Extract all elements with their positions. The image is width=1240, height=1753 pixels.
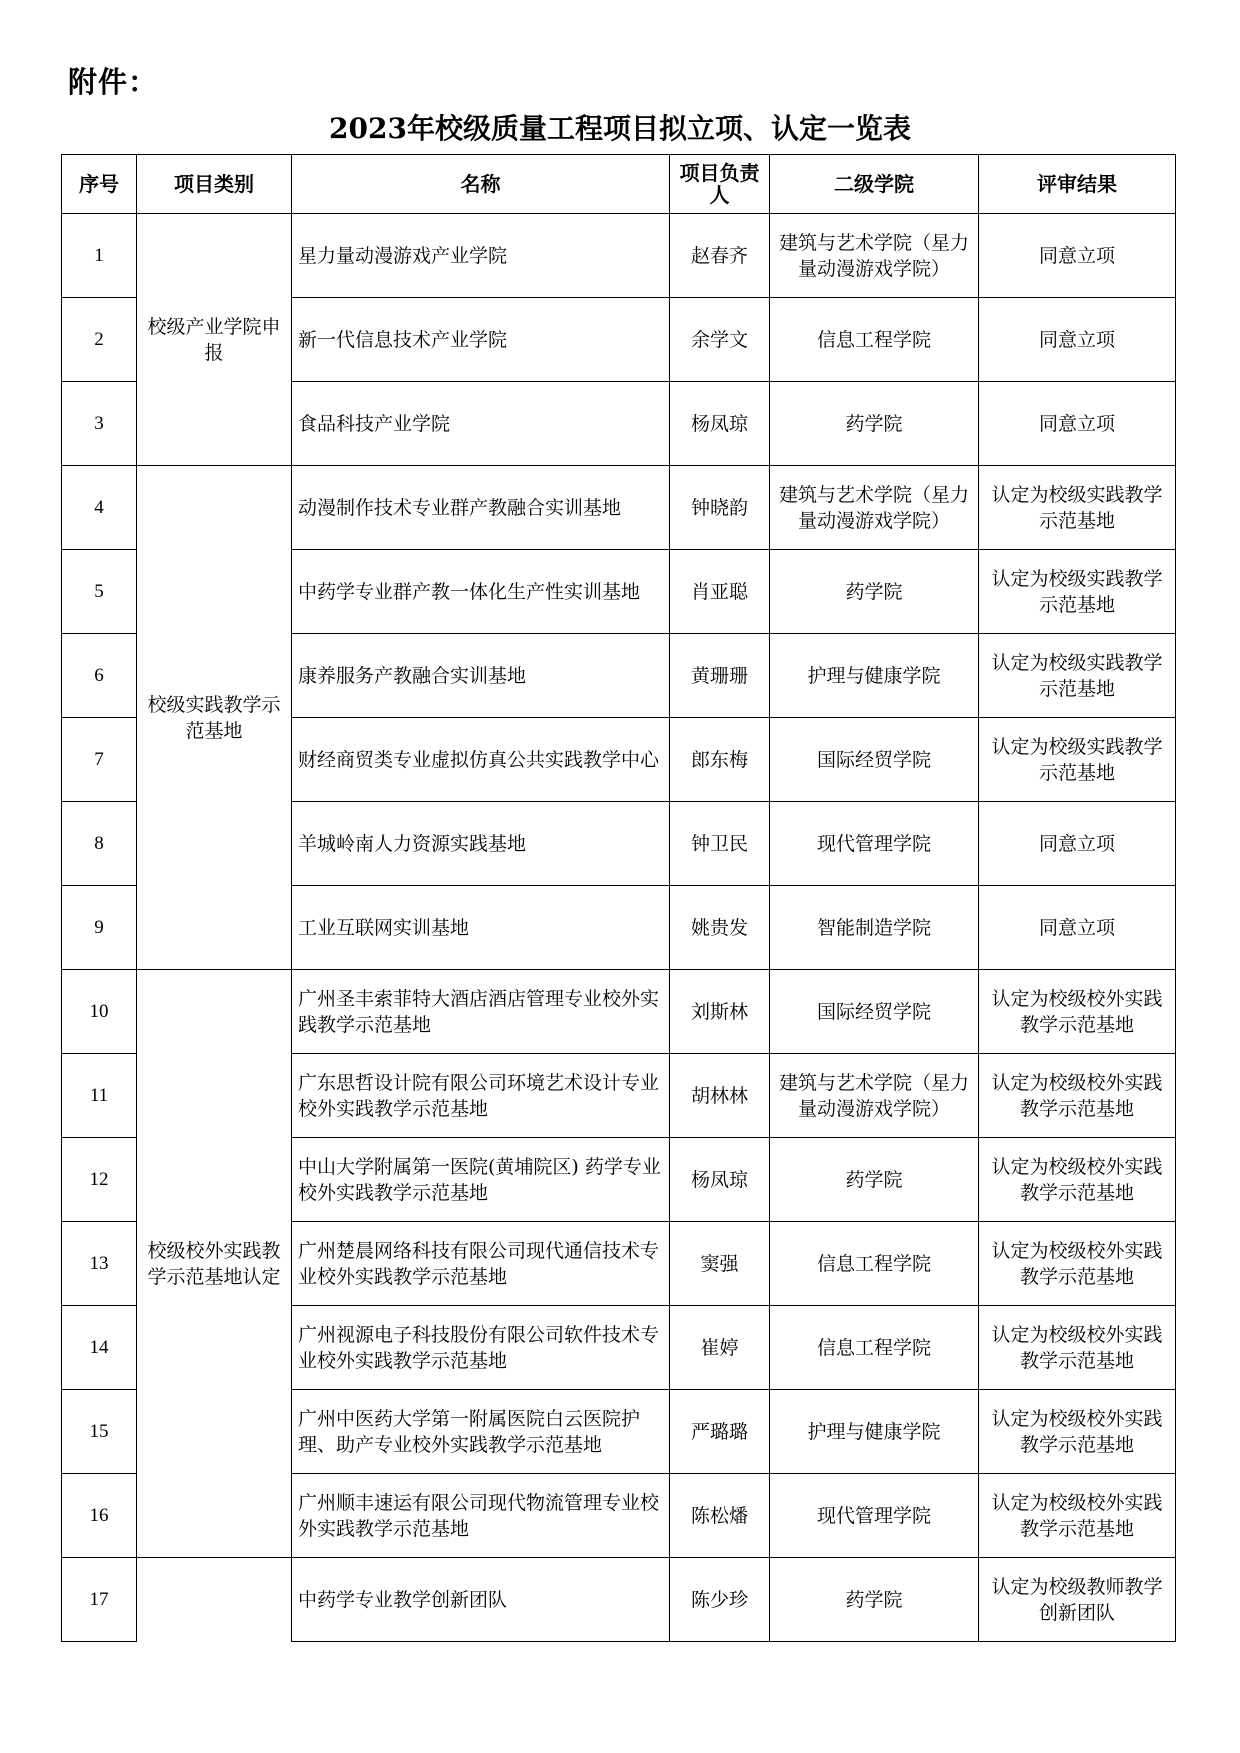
project-table-container xyxy=(61,154,1176,1642)
row-seq: 17 xyxy=(62,1558,137,1642)
row-name: 星力量动漫游戏产业学院 xyxy=(292,214,670,298)
row-seq: 8 xyxy=(62,802,137,886)
attachment-label: 附件： xyxy=(68,65,159,99)
row-name: 康养服务产教融合实训基地 xyxy=(292,634,670,718)
row-college: 药学院 xyxy=(770,1558,979,1642)
row-name: 广州中医药大学第一附属医院白云医院护理、助产专业校外实践教学示范基地 xyxy=(292,1390,670,1474)
row-college: 护理与健康学院 xyxy=(770,1390,979,1474)
document-title: 2023年校级质量工程项目拟立项、认定一览表 xyxy=(329,112,911,145)
row-seq: 15 xyxy=(62,1390,137,1474)
row-result: 同意立项 xyxy=(979,802,1176,886)
row-result: 认定为校级校外实践教学示范基地 xyxy=(979,1390,1176,1474)
table-header-row xyxy=(62,155,1176,214)
row-college: 国际经贸学院 xyxy=(770,970,979,1054)
row-name: 广州圣丰索菲特大酒店酒店管理专业校外实践教学示范基地 xyxy=(292,970,670,1054)
column-header-college: 二级学院 xyxy=(770,155,979,214)
row-leader: 陈松燔 xyxy=(670,1474,770,1558)
row-seq: 16 xyxy=(62,1474,137,1558)
row-category xyxy=(137,1558,292,1642)
row-seq: 7 xyxy=(62,718,137,802)
row-name: 动漫制作技术专业群产教融合实训基地 xyxy=(292,466,670,550)
row-seq: 5 xyxy=(62,550,137,634)
row-seq: 12 xyxy=(62,1138,137,1222)
row-name: 广东思哲设计院有限公司环境艺术设计专业校外实践教学示范基地 xyxy=(292,1054,670,1138)
row-leader: 赵春齐 xyxy=(670,214,770,298)
row-seq: 13 xyxy=(62,1222,137,1306)
row-leader: 严璐璐 xyxy=(670,1390,770,1474)
row-name: 广州顺丰速运有限公司现代物流管理专业校外实践教学示范基地 xyxy=(292,1474,670,1558)
table-row xyxy=(62,214,1176,298)
project-table xyxy=(61,154,1176,1642)
row-leader: 崔婷 xyxy=(670,1306,770,1390)
row-leader: 肖亚聪 xyxy=(670,550,770,634)
row-leader: 钟卫民 xyxy=(670,802,770,886)
row-result: 认定为校级校外实践教学示范基地 xyxy=(979,1222,1176,1306)
row-seq: 1 xyxy=(62,214,137,298)
table-row xyxy=(62,466,1176,550)
row-leader: 姚贵发 xyxy=(670,886,770,970)
row-college: 药学院 xyxy=(770,550,979,634)
row-leader: 陈少珍 xyxy=(670,1558,770,1642)
row-name: 广州视源电子科技股份有限公司软件技术专业校外实践教学示范基地 xyxy=(292,1306,670,1390)
table-row xyxy=(62,970,1176,1054)
row-name: 新一代信息技术产业学院 xyxy=(292,298,670,382)
row-seq: 14 xyxy=(62,1306,137,1390)
column-header-category: 项目类别 xyxy=(137,155,292,214)
row-leader: 黄珊珊 xyxy=(670,634,770,718)
row-name: 广州楚晨网络科技有限公司现代通信技术专业校外实践教学示范基地 xyxy=(292,1222,670,1306)
row-leader: 余学文 xyxy=(670,298,770,382)
row-result: 同意立项 xyxy=(979,886,1176,970)
row-leader: 郎东梅 xyxy=(670,718,770,802)
row-leader: 刘斯林 xyxy=(670,970,770,1054)
row-seq: 6 xyxy=(62,634,137,718)
row-result: 同意立项 xyxy=(979,382,1176,466)
row-college: 建筑与艺术学院（星力量动漫游戏学院） xyxy=(770,466,979,550)
row-college: 现代管理学院 xyxy=(770,1474,979,1558)
row-seq: 4 xyxy=(62,466,137,550)
row-seq: 2 xyxy=(62,298,137,382)
table-row xyxy=(62,1558,1176,1642)
row-name: 中药学专业教学创新团队 xyxy=(292,1558,670,1642)
row-result: 认定为校级校外实践教学示范基地 xyxy=(979,1138,1176,1222)
row-college: 护理与健康学院 xyxy=(770,634,979,718)
row-college: 信息工程学院 xyxy=(770,1222,979,1306)
row-category: 校级产业学院申报 xyxy=(137,214,292,466)
row-college: 国际经贸学院 xyxy=(770,718,979,802)
row-result: 认定为校级校外实践教学示范基地 xyxy=(979,1474,1176,1558)
row-name: 食品科技产业学院 xyxy=(292,382,670,466)
row-seq: 3 xyxy=(62,382,137,466)
row-seq: 10 xyxy=(62,970,137,1054)
row-name: 工业互联网实训基地 xyxy=(292,886,670,970)
row-college: 建筑与艺术学院（星力量动漫游戏学院） xyxy=(770,214,979,298)
row-result: 同意立项 xyxy=(979,298,1176,382)
row-result: 认定为校级实践教学示范基地 xyxy=(979,466,1176,550)
column-header-name: 名称 xyxy=(292,155,670,214)
row-category: 校级校外实践教学示范基地认定 xyxy=(137,970,292,1558)
row-result: 认定为校级实践教学示范基地 xyxy=(979,718,1176,802)
column-header-result: 评审结果 xyxy=(979,155,1176,214)
row-leader: 杨凤琼 xyxy=(670,382,770,466)
row-name: 财经商贸类专业虚拟仿真公共实践教学中心 xyxy=(292,718,670,802)
row-leader: 胡林林 xyxy=(670,1054,770,1138)
column-header-leader: 项目负责人 xyxy=(670,155,770,214)
row-result: 认定为校级校外实践教学示范基地 xyxy=(979,970,1176,1054)
row-result: 认定为校级教师教学创新团队 xyxy=(979,1558,1176,1642)
row-seq: 11 xyxy=(62,1054,137,1138)
row-result: 认定为校级校外实践教学示范基地 xyxy=(979,1306,1176,1390)
row-result: 认定为校级实践教学示范基地 xyxy=(979,550,1176,634)
row-college: 信息工程学院 xyxy=(770,1306,979,1390)
row-result: 认定为校级实践教学示范基地 xyxy=(979,634,1176,718)
row-seq: 9 xyxy=(62,886,137,970)
row-name: 羊城岭南人力资源实践基地 xyxy=(292,802,670,886)
column-header-seq: 序号 xyxy=(62,155,137,214)
row-college: 药学院 xyxy=(770,382,979,466)
row-college: 智能制造学院 xyxy=(770,886,979,970)
row-college: 信息工程学院 xyxy=(770,298,979,382)
row-college: 现代管理学院 xyxy=(770,802,979,886)
row-category: 校级实践教学示范基地 xyxy=(137,466,292,970)
row-name: 中药学专业群产教一体化生产性实训基地 xyxy=(292,550,670,634)
row-leader: 窦强 xyxy=(670,1222,770,1306)
row-college: 建筑与艺术学院（星力量动漫游戏学院） xyxy=(770,1054,979,1138)
row-college: 药学院 xyxy=(770,1138,979,1222)
row-result: 认定为校级校外实践教学示范基地 xyxy=(979,1054,1176,1138)
row-leader: 杨凤琼 xyxy=(670,1138,770,1222)
row-result: 同意立项 xyxy=(979,214,1176,298)
row-name: 中山大学附属第一医院(黄埔院区) 药学专业校外实践教学示范基地 xyxy=(292,1138,670,1222)
row-leader: 钟晓韵 xyxy=(670,466,770,550)
